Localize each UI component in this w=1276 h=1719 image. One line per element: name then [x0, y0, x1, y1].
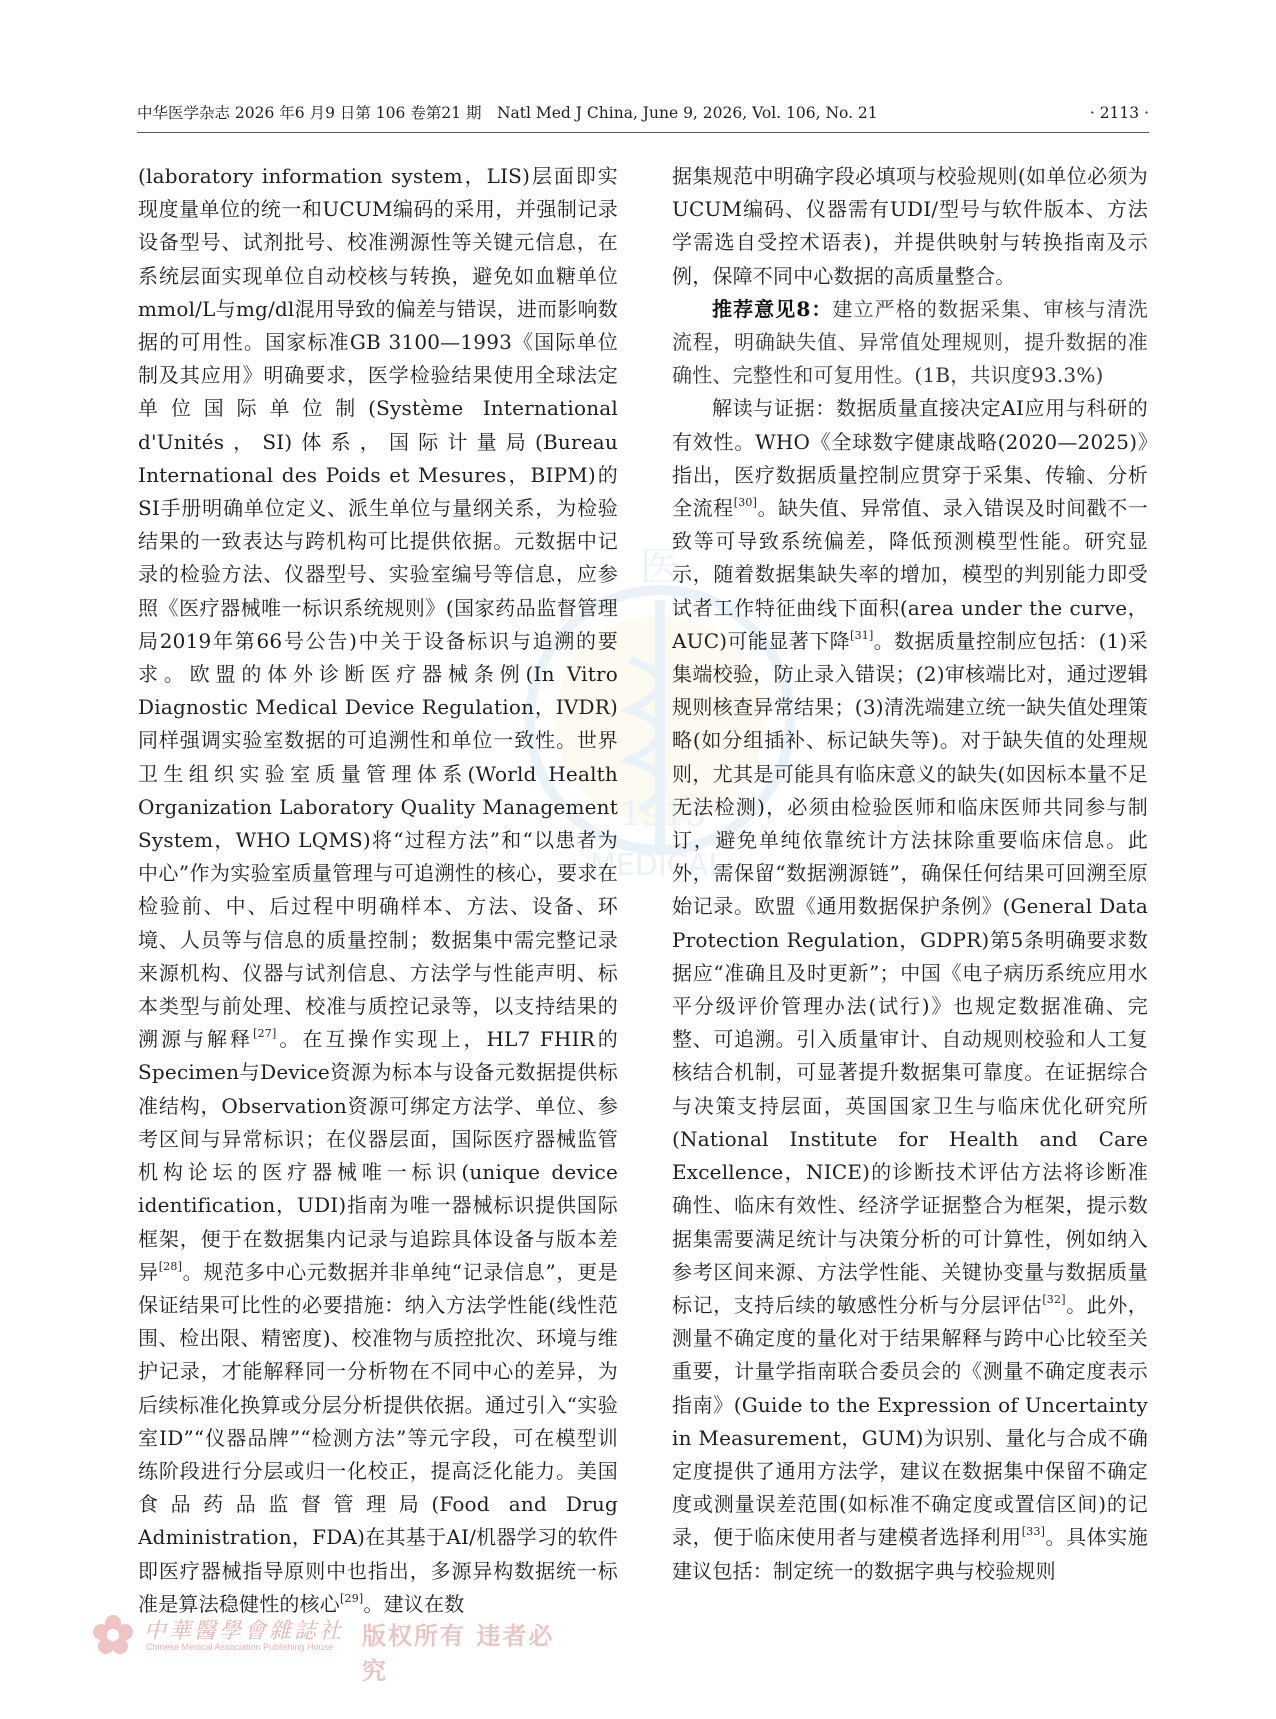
journal-citation: 中华医学杂志 2026 年6 月9 日第 106 卷第21 期 Natl Med J China, June 9, 2026, Vol. 106, No. 21 — [137, 104, 878, 122]
seal-text: MEDICAL — [590, 848, 725, 883]
seal-year: 1915 — [620, 794, 707, 834]
left-column — [138, 160, 618, 1621]
running-header — [137, 100, 1149, 126]
citation-ref[interactable]: [32] — [1042, 1292, 1066, 1306]
seal-char: 医 — [640, 544, 680, 590]
body-paragraph: 据集规范中明确字段必填项与校验规则(如单位必须为UCUM编码、仪器需有UDI/型号与软件版本、方法学需选自受控术语表)，并提供映射与转换指南及示例，保障不同中心数据的高质量整合。 — [672, 164, 1148, 288]
citation-ref[interactable]: [29] — [340, 1591, 364, 1605]
right-column — [672, 160, 1148, 1588]
publisher-name-en: Chinese Medical Association Publishing House — [146, 1642, 334, 1652]
recommendation-text: 建立严格的数据采集、审核与清洗流程，明确缺失值、异常值处理规则，提升数据的准确性、完整性和可复用性。(1B，共识度93.3%) — [672, 296, 1148, 388]
copyright-stamp: 版权所有 违者必究 — [362, 1621, 555, 1685]
header-rule — [137, 132, 1149, 133]
citation-ref[interactable]: [30] — [733, 496, 758, 510]
citation-ref[interactable]: [28] — [158, 1259, 183, 1273]
publisher-name-cn: 中華醫學會雜誌社 — [144, 1619, 345, 1644]
citation-ref[interactable]: [31] — [850, 628, 874, 642]
recommendation-label: 推荐意见8： — [712, 296, 833, 321]
body-paragraph: (laboratory information system，LIS)层面即实现度量单位的统一和UCUM编码的采用，并强制记录设备型号、试剂批号、校准溯源性等关键元信息，在系统层面实现单位自动校核与转换，避免如血糖单位mmol/L与mg/dl混用导致的偏差与错误，进而影响数据的可用性。国家标准GB 3100—1993《国际单位制及其应用》明确要求，医学检验结果使用全球法定单位国际单位制(Système International d'Unités，SI)体系，国际计量局(Bureau International des Poids et Mesures，BIPM)的SI手册明确单位定义、派生单位与量纲关系，为检验结果的一致表达与跨机构可比提供依据。元数据中记录的检验方法、仪器型号、实验室编号等信息，应参照《医疗器械唯一标识系统规则》(国家药品监督管理局2019年第66号公告)中关于设备标识与追溯的要求。欧盟的体外诊断医疗器械条例(In Vitro Diagnostic Medical Device Regulation，IVDR)同样强调实验室数据的可追溯性和单位一致性。世界卫生组织实验室质量管理体系(World Health Organization Laboratory Quality Management System，WHO LQMS)将“过程方法”和“以患者为中心”作为实验室质量管理与可追溯性的核心，要求在检验前、中、后过程中明确样本、方法、设备、环境、人员等与信息的质量控制；数据集中需完整记录来源机构、仪器与试剂信息、方法学与性能声明、标本类型与前处理、校准与质控记录等，以支持结果的溯源与解释[27]。在互操作实现上，HL7 FHIR的Specimen与Device资源为标本与设备元数据提供标准结构，Observation资源可绑定方法学、单位、参考区间与异常标识；在仪器层面，国际医疗器械监管机构论坛的医疗器械唯一标识(unique device identification，UDI)指南为唯一器械标识提供国际框架，便于在数据集内记录与追踪具体设备与版本差异[28]。规范多中心元数据并非单纯“记录信息”，更是保证结果可比性的必要措施：纳入方法学性能(线性范围、检出限、精密度)、校准物与质控批次、环境与维护记录，才能解释同一分析物在不同中心的差异，为后续标准化换算或分层分析提供依据。通过引入“实验室ID”“仪器品牌”“检测方法”等元字段，可在模型训练阶段进行分层或归一化校正，提高泛化能力。美国食品药品监督管理局(Food and Drug Administration，FDA)在其基于AI/机器学习的软件即医疗器械指导原则中也指出，多源异构数据统一标准是算法稳健性的核心[29]。建议在数 — [138, 164, 619, 1616]
recommendation-8 — [672, 293, 1148, 393]
citation-ref[interactable]: [27] — [253, 1027, 277, 1041]
page-number: · 2113 · — [1089, 104, 1149, 122]
evidence-paragraph: 解读与证据：数据质量直接决定AI应用与科研的有效性。WHO《全球数字健康战略(2020—2025)》指出，医疗数据质量控制应贯穿于采集、传输、分析全流程[30]。缺失值、异常值、录入错误及时间戳不一致等可导致系统偏差，降低预测模型性能。研究显示，随着数据集缺失率的增加，模型的判别能力即受试者工作特征曲线下面积(area under the curve，AUC)可能显著下降[31]。数据质量控制应包括：(1)采集端校验，防止录入错误；(2)审核端比对，通过逻辑规则核查异常结果；(3)清洗端建立统一缺失值处理策略(如分组插补、标记缺失等)。对于缺失值的处理规则，尤其是可能具有临床意义的缺失(如因标本量不足无法检测)，必须由检验医师和临床医师共同参与制订，避免单纯依靠统计方法抹除重要临床信息。此外，需保留“数据溯源链”，确保任何结果可回溯至原始记录。欧盟《通用数据保护条例》(General Data Protection Regulation，GDPR)第5条明确要求数据应“准确且及时更新”；中国《电子病历系统应用水平分级评价管理办法(试行)》也规定数据准确、完整、可追溯。引入质量审计、自动规则校验和人工复核结合机制，可显著提升数据集可靠度。在证据综合与决策支持层面，英国国家卫生与临床优化研究所(National Institute for Health and Care Excellence，NICE)的诊断技术评估方法将诊断准确性、临床有效性、经济学证据整合为框架，提示数据集需要满足统计与决策分析的可计算性，例如纳入参考区间来源、方法学性能、关键协变量与数据质量标记，支持后续的敏感性分析与分层评估[32]。此外，测量不确定度的量化对于结果解释与跨中心比较至关重要，计量学指南联合委员会的《测量不确定度表示指南》(Guide to the Expression of Uncertainty in Measurement，GUM)为识别、量化与合成不确定度提供了通用方法学，建议在数据集中保留不确定度或测量误差范围(如标准不确定度或置信区间)的记录，便于临床使用者与建模者选择利用[33]。具体实施建议包括：制定统一的数据字典与校验规则 — [672, 396, 1149, 1583]
flower-logo-icon — [92, 1614, 134, 1656]
citation-ref[interactable]: [33] — [1021, 1525, 1046, 1539]
